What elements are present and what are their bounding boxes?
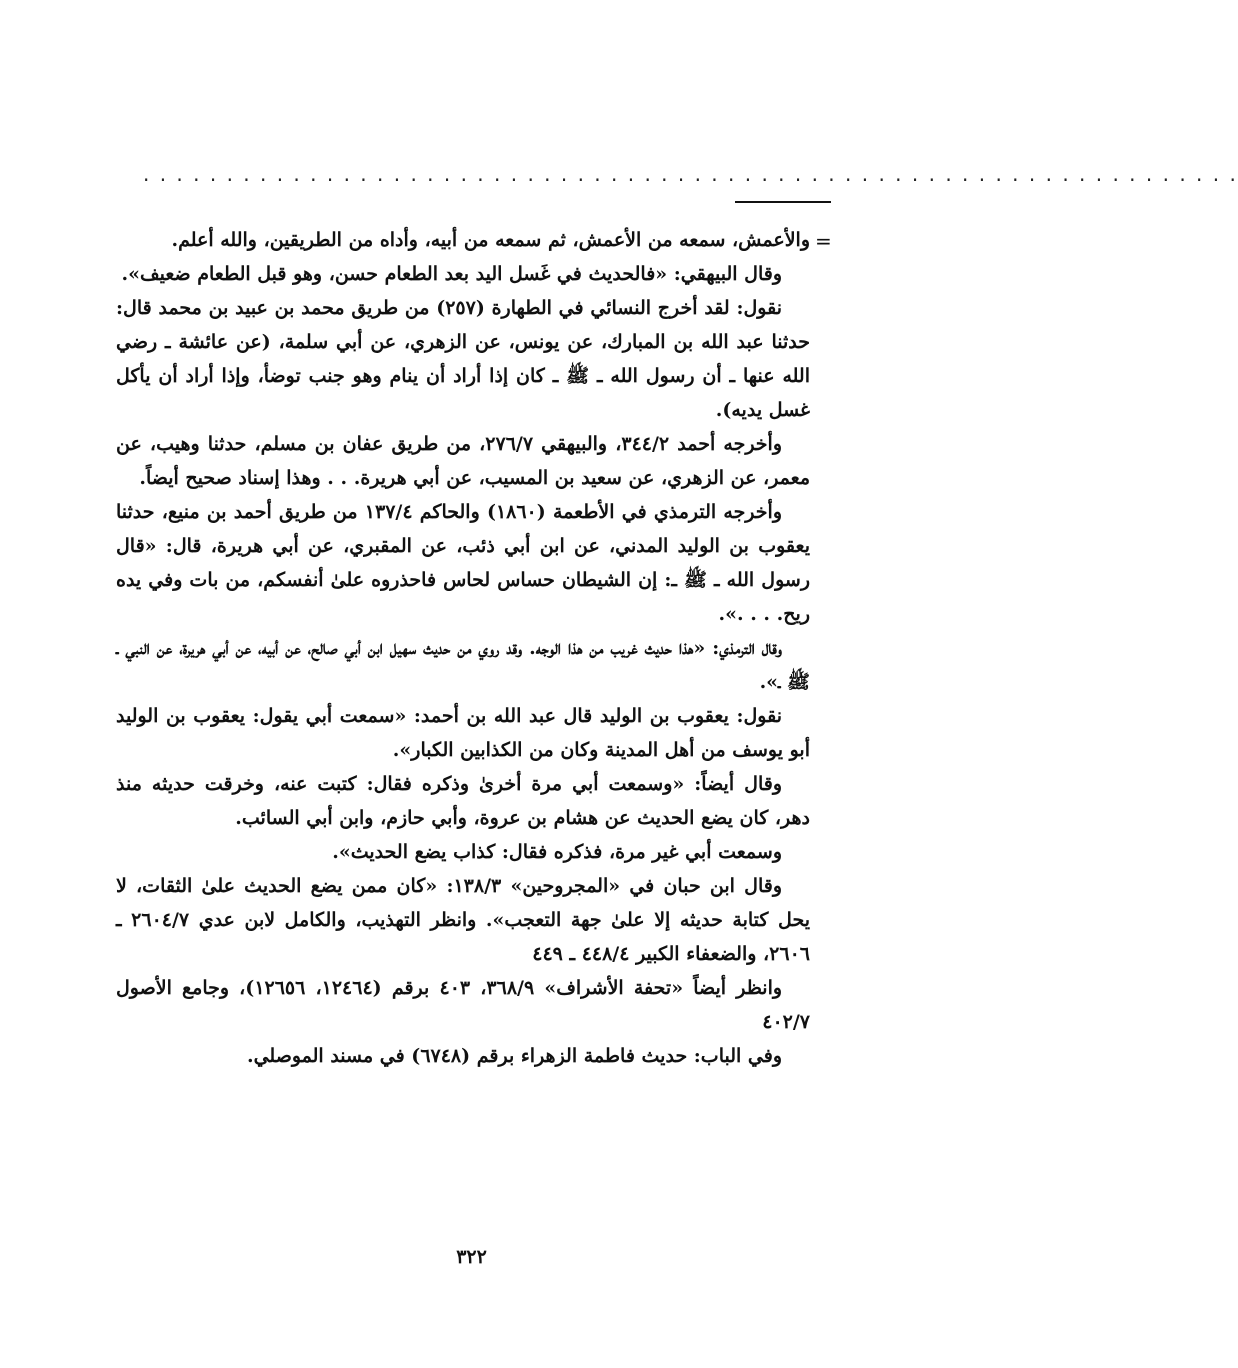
paragraph: وقال أيضاً: «وسمعت أبي مرة أخرىٰ وذكره فقال: كتبت عنه، وخرقت حديثه منذ دهر، كان يضع الحديث عن هشام بن عروة، وأبي حازم، وابن أبي السائب. <box>116 773 810 829</box>
paragraph: وقال ابن حبان في «المجروحين» ١٣٨/٣: «كان ممن يضع الحديث علىٰ الثقات، لا يحل كتابة حديثه إلا علىٰ جهة التعجب». وانظر التهذيب، والكامل لابن عدي ٢٦٠٤/٧ ـ ٢٦٠٦، والضعفاء الكبير ٤٤٨/٤ ـ ٤٤٩ <box>116 875 810 965</box>
paragraph: وأخرجه أحمد ٣٤٤/٢، والبيهقي ٢٧٦/٧، من طريق عفان بن مسلم، حدثنا وهيب، عن معمر، عن الزهري، عن سعيد بن المسيب، عن أبي هريرة. . . وهذا إسناد صحيح أيضاً. <box>116 433 810 489</box>
paragraph: والأعمش، سمعه من الأعمش، ثم سمعه من أبيه، وأداه من الطريقين، والله أعلم. <box>171 229 810 251</box>
footnote-text <box>116 223 810 1073</box>
paragraph: وقال الترمذي: «هذا حديث غريب من هذا الوجه. وقد روي من حديث سهيل ابن أبي صالح، عن أبيه، عن أبي هريرة، عن النبي ـ ﷺ ـ». <box>116 637 810 693</box>
paragraph: نقول: يعقوب بن الوليد قال عبد الله بن أحمد: «سمعت أبي يقول: يعقوب بن الوليد أبو يوسف من أهل المدينة وكان من الكذابين الكبار». <box>116 705 810 761</box>
paragraph: وانظر أيضاً «تحفة الأشراف» ٣٦٨/٩، ٤٠٣ برقم (١٢٤٦٤، ١٢٦٥٦)، وجامع الأصول ٤٠٢/٧ <box>116 977 810 1033</box>
paragraph: وقال البيهقي: «فالحديث في غَسل اليد بعد الطعام حسن، وهو قبل الطعام ضعيف». <box>121 263 782 285</box>
page-number: ٣٢٢ <box>456 1246 487 1268</box>
paragraph: وفي الباب: حديث فاطمة الزهراء برقم (٦٧٤٨) في مسند الموصلي. <box>246 1045 782 1067</box>
paragraph: وسمعت أبي غير مرة، فذكره فقال: كذاب يضع الحديث». <box>332 841 782 863</box>
footnote-rule <box>735 201 831 203</box>
separator-dots: . . . . . . . . . . . . . . . . . . . . . . . . . . . . . . . . . . . . . . . . . . . . . . . . . . . . . . . . . . . . . . . . . . <box>143 162 1238 186</box>
continuation-marker: = <box>815 229 832 253</box>
paragraph: وأخرجه الترمذي في الأطعمة (١٨٦٠) والحاكم ١٣٧/٤ من طريق أحمد بن منيع، حدثنا يعقوب بن الوليد المدني، عن ابن أبي ذئب، عن المقبري، عن أبي هريرة، قال: «قال رسول الله ـ ﷺ ـ: إن الشيطان حساس لحاس فاحذروه علىٰ أنفسكم، من بات وفي يده ريح. . . .». <box>116 501 810 625</box>
paragraph: نقول: لقد أخرج النسائي في الطهارة (٢٥٧) من طريق محمد بن عبيد بن محمد قال: حدثنا عبد الله بن المبارك، عن يونس، عن الزهري، عن أبي سلمة، (عن عائشة ـ رضي الله عنها ـ أن رسول الله ـ ﷺ ـ كان إذا أراد أن ينام وهو جنب توضأ، وإذا أراد أن يأكل غسل يديه). <box>116 297 810 421</box>
